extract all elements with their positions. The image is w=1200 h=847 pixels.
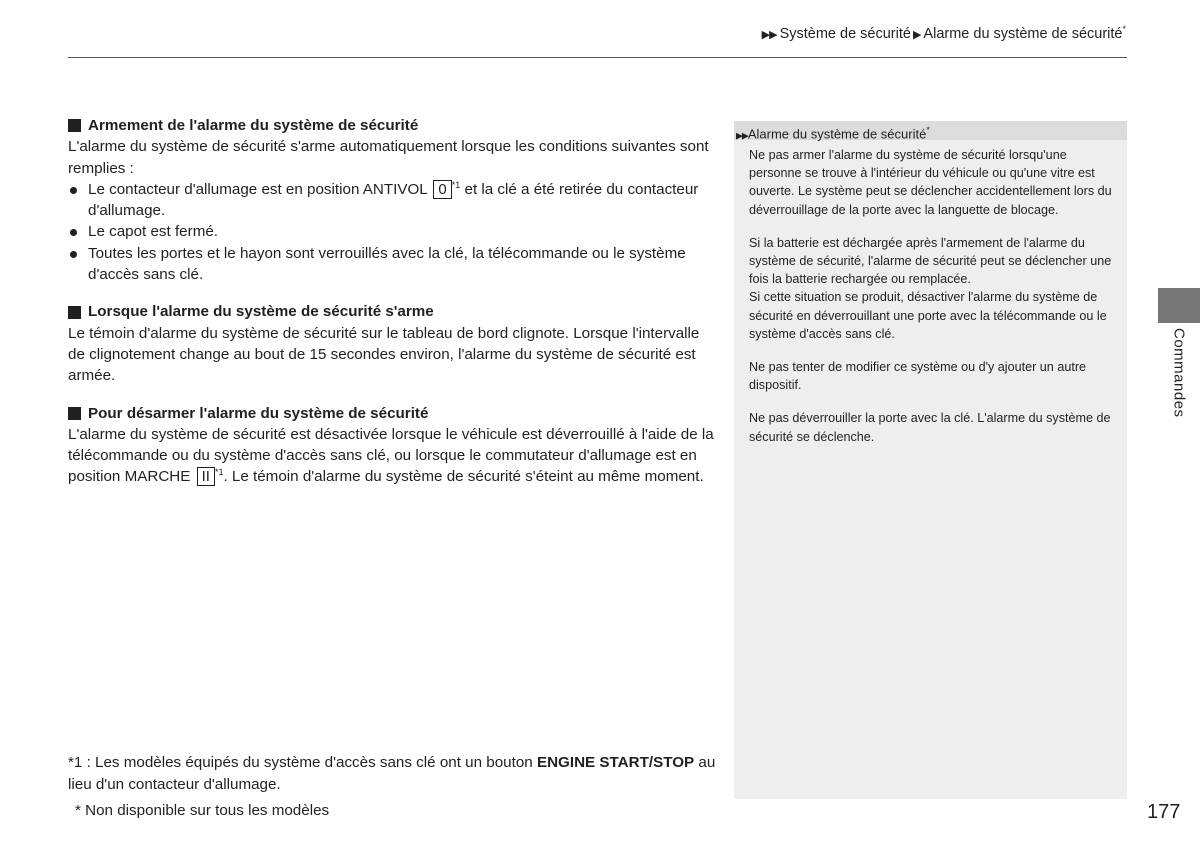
footnote-text: au lieu d'un contacteur d'allumage.	[68, 754, 716, 793]
chapter-tab[interactable]	[1158, 288, 1200, 323]
square-bullet-icon	[68, 119, 81, 132]
breadcrumb-page: Alarme du système de sécurité	[923, 25, 1123, 42]
section-text-part: L'alarme du système de sécurité est désactivée lorsque le véhicule est déverrouillé à l'aide de la télécommande ou du système d'accès sans clé, ou lorsque le commutateur d'allumage est en position MARCHE	[68, 425, 714, 486]
list-item: Le capot est fermé.	[68, 221, 714, 242]
section-heading	[68, 115, 714, 136]
double-arrow-icon: ▶▶	[736, 130, 748, 141]
section-heading	[68, 403, 714, 424]
footnote-ref: *1	[451, 179, 461, 190]
section-heading-text: Armement de l'alarme du système de sécurité	[88, 117, 419, 134]
availability-mark: *	[926, 125, 930, 135]
section-text-part: . Le témoin d'alarme du système de sécurité s'éteint au même moment.	[223, 468, 704, 486]
header-divider	[68, 57, 1127, 58]
list-item	[68, 179, 714, 222]
sidebar-title-text: Alarme du système de sécurité	[747, 126, 927, 142]
footnote	[68, 752, 718, 795]
footnote-ref: *1	[214, 467, 224, 478]
section-text: Le témoin d'alarme du système de sécurité sur le tableau de bord clignote. Lorsque l'intervalle de clignotement change au bout de 15 secondes environ, l'alarme du système de sécurité est armée.	[68, 324, 700, 385]
ignition-on-key-label: II	[197, 467, 215, 486]
availability-note: * Non disponible sur tous les modèles	[75, 802, 330, 819]
section-heading-text: Pour désarmer l'alarme du système de sécurité	[88, 404, 429, 422]
sidebar-paragraph: Ne pas déverrouiller la porte avec la clé. L'alarme du système de sécurité se déclenche.	[749, 411, 1111, 444]
section-text	[68, 424, 714, 488]
list-item-text: Le contacteur d'allumage est en position ANTIVOL	[88, 180, 432, 198]
availability-mark: *	[1122, 24, 1126, 34]
section-heading	[68, 301, 714, 322]
sidebar-paragraph: Ne pas tenter de modifier ce système ou d'y ajouter un autre dispositif.	[749, 360, 1087, 393]
main-content	[68, 115, 714, 504]
sidebar-paragraph: Si la batterie est déchargée après l'armement de l'alarme du système de sécurité, l'alarme de sécurité peut se déclencher une fois la batterie rechargée ou remplacée.	[749, 235, 1112, 287]
footnote-button-name: ENGINE START/STOP	[536, 754, 695, 771]
section-disarm	[68, 403, 714, 488]
double-arrow-icon: ▶▶	[761, 28, 777, 41]
arrow-icon: ▶	[912, 28, 922, 41]
footnote-text: *1 : Les modèles équipés du système d'accès sans clé ont un bouton	[68, 754, 537, 771]
section-arming	[68, 115, 714, 285]
square-bullet-icon	[68, 306, 81, 319]
page-number: 177	[1147, 801, 1181, 823]
chapter-tab-label[interactable]: Commandes	[1170, 328, 1188, 418]
ignition-lock-key-label: 0	[433, 180, 451, 199]
sidebar-paragraph: Ne pas armer l'alarme du système de sécurité lorsqu'une personne se trouve à l'intérieur du véhicule ou qu'une vitre est ouverte. Le système peut se déclencher accidentellement lors du déverrouillage de la porte avec la languette de blocage.	[749, 148, 1112, 217]
section-intro: L'alarme du système de sécurité s'arme automatiquement lorsque les conditions suivantes sont remplies :	[68, 138, 709, 177]
sidebar-paragraph: Si cette situation se produit, désactiver l'alarme du système de sécurité en déverrouillant une porte avec la télécommande ou le système d'accès sans clé.	[749, 290, 1107, 341]
conditions-list	[68, 179, 714, 285]
sidebar-title	[734, 121, 1127, 140]
section-when-armed	[68, 301, 714, 386]
list-item: Toutes les portes et le hayon sont verrouillés avec la clé, la télécommande ou le système d'accès sans clé.	[68, 243, 714, 286]
list-item-text: et la clé a été retirée du contacteur d'allumage.	[88, 180, 699, 220]
sidebar-body	[734, 140, 1127, 446]
square-bullet-icon	[68, 407, 81, 420]
breadcrumb-section[interactable]: Système de sécurité	[779, 25, 911, 42]
sidebar-notes	[734, 121, 1127, 799]
section-heading-text: Lorsque l'alarme du système de sécurité s'arme	[88, 303, 434, 321]
breadcrumb	[762, 24, 1126, 42]
